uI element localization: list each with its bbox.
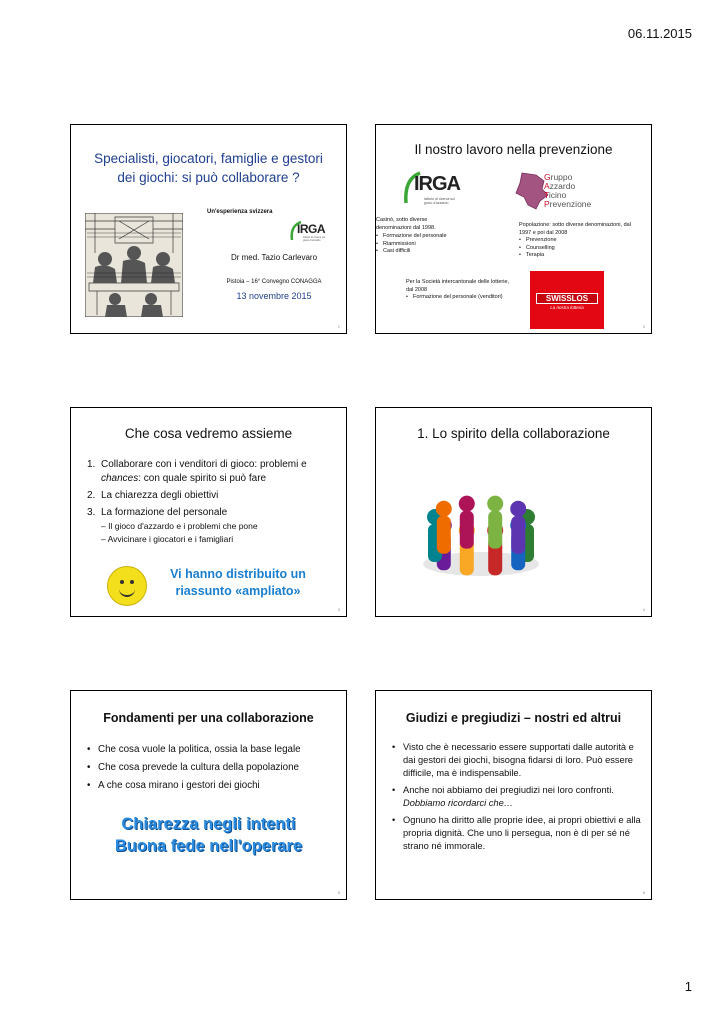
slide-number: 5 xyxy=(337,890,340,895)
population-intro: Popolazione: sotto diverse denominazioni, dal 1997 e poi dal 2008 xyxy=(519,222,631,236)
list-item: • Formazione del personale xyxy=(376,233,494,241)
list-item: • Che cosa prevede la cultura della popolazione xyxy=(87,759,337,777)
slide-title: Specialisti, giocatori, famiglie e gestori dei giochi: si può collaborare ? xyxy=(94,151,323,185)
list-item: • Anche noi abbiamo dei pregiudizi nei loro confronti. Dobbiamo ricordarci che… xyxy=(392,784,642,810)
irga-logo xyxy=(289,220,329,248)
list-item: • Che cosa vuole la politica, ossia la base legale xyxy=(87,741,337,759)
foundations-list xyxy=(87,741,337,795)
casino-intro: Casinò, sotto diverse denominazioni dal 1998. xyxy=(376,217,436,231)
slide-number: 1 xyxy=(337,324,340,329)
population-block xyxy=(519,222,641,260)
event: Pistoia – 16° Convegno CONAGGA xyxy=(226,279,322,285)
gatp-line-1: ruppo xyxy=(550,172,573,182)
agenda-item: 2. La chiarezza degli obiettivi xyxy=(87,490,219,501)
slide-number: 3 xyxy=(337,607,340,612)
list-item: • Visto che è necessario essere supportati dalle autorità e dai gestori dei giochi, bisogna fidarsi di loro. Può essere difficile, ma è indispensabile. xyxy=(392,741,642,780)
swisslos-logo xyxy=(530,271,604,329)
lottery-list xyxy=(406,294,514,302)
highlight-text: Vi hanno distribuito un riassunto «ampliato» xyxy=(170,567,306,598)
agenda-list xyxy=(87,458,337,546)
gatp-line-4: revenzione xyxy=(549,199,592,209)
list-item: • Ognuno ha diritto alle proprie idee, ai propri obiettivi e alla propria dignità. Che uno li persegua, non è di per sé né strano né immorale. xyxy=(392,814,642,853)
list-item: • Terapia xyxy=(519,252,641,260)
irga-logo-text: IRGA xyxy=(414,173,460,195)
list-item: • Casi difficili xyxy=(376,248,494,256)
irga-logo-sub: istituto di ricerca sul gioco d'azzardo xyxy=(303,236,325,242)
judgements-list xyxy=(392,741,642,853)
list-item: • Counselling xyxy=(519,245,641,253)
page-number: 1 xyxy=(684,979,692,994)
lottery-intro: Per la Società intercantonale delle lotterie, dal 2008 xyxy=(406,279,510,293)
lottery-block xyxy=(406,279,514,302)
slide-title: Fondamenti per una collaborazione xyxy=(103,711,314,725)
slide-title: 1. Lo spirito della collaborazione xyxy=(417,426,610,441)
slide-3 xyxy=(70,407,347,617)
gatp-logo xyxy=(514,171,624,213)
slide-number: 2 xyxy=(642,324,645,329)
figure-icon xyxy=(436,501,452,554)
agenda-item: 3. La formazione del personale xyxy=(87,507,228,518)
figure-icon xyxy=(459,496,475,549)
slide-number: 6 xyxy=(642,890,645,895)
slide-4 xyxy=(375,407,652,617)
slide-6 xyxy=(375,690,652,900)
list-item: • A che cosa mirano i gestori dei giochi xyxy=(87,777,337,795)
swisslos-logo-text: SWISSLOS xyxy=(536,293,598,304)
gatp-line-2: zzardo xyxy=(549,181,576,191)
gatp-logo-text: Gruppo Azzardo Ticino Prevenzione xyxy=(544,172,592,209)
author: Dr med. Tazio Carlevaro xyxy=(230,253,318,262)
highlight-text: Chiarezza negli intenti Buona fede nell'operare xyxy=(114,815,303,855)
agenda-item: 1. Collaborare con i venditori di gioco: problemi e chances: con quale spirito si può fare xyxy=(87,459,307,484)
slide-title: Giudizi e pregiudizi – nostri ed altrui xyxy=(405,711,622,725)
slide-title: Che cosa vedremo assieme xyxy=(124,426,293,441)
figure-icon xyxy=(510,501,526,554)
casino-block xyxy=(376,217,494,256)
agenda-subitem: – Avvicinare i giocatori e i famigliari xyxy=(101,534,234,544)
swisslos-tagline: La nostra lotteria xyxy=(550,305,584,310)
irga-logo-text: IRGA xyxy=(297,222,325,236)
people-circle-illustration xyxy=(414,478,548,582)
list-item: • Formazione del personale (venditori) xyxy=(406,294,514,302)
slide-1 xyxy=(70,124,347,334)
slide-number: 4 xyxy=(642,607,645,612)
gatp-line-3: icino xyxy=(548,190,567,200)
population-list xyxy=(519,237,641,260)
slide-title: Il nostro lavoro nella prevenzione xyxy=(414,142,613,157)
casino-list xyxy=(376,233,494,256)
irga-logo-sub: istituto di ricerca sul gioco d'azzardo xyxy=(424,197,455,205)
woodcut-illustration xyxy=(85,213,183,317)
event-date: 13 novembre 2015 xyxy=(236,291,312,301)
agenda-subitem: – Il gioco d'azzardo e i problemi che pone xyxy=(101,521,258,531)
irga-logo xyxy=(402,171,462,213)
slide-5 xyxy=(70,690,347,900)
slide-2 xyxy=(375,124,652,334)
figure-icon xyxy=(487,496,503,549)
print-date: 06.11.2015 xyxy=(627,26,692,41)
list-item: • Riammissioni xyxy=(376,241,494,249)
subtitle: Un'esperienza svizzera xyxy=(207,209,273,215)
list-item: • Prevenzione xyxy=(519,237,641,245)
smiley-icon xyxy=(107,566,147,606)
